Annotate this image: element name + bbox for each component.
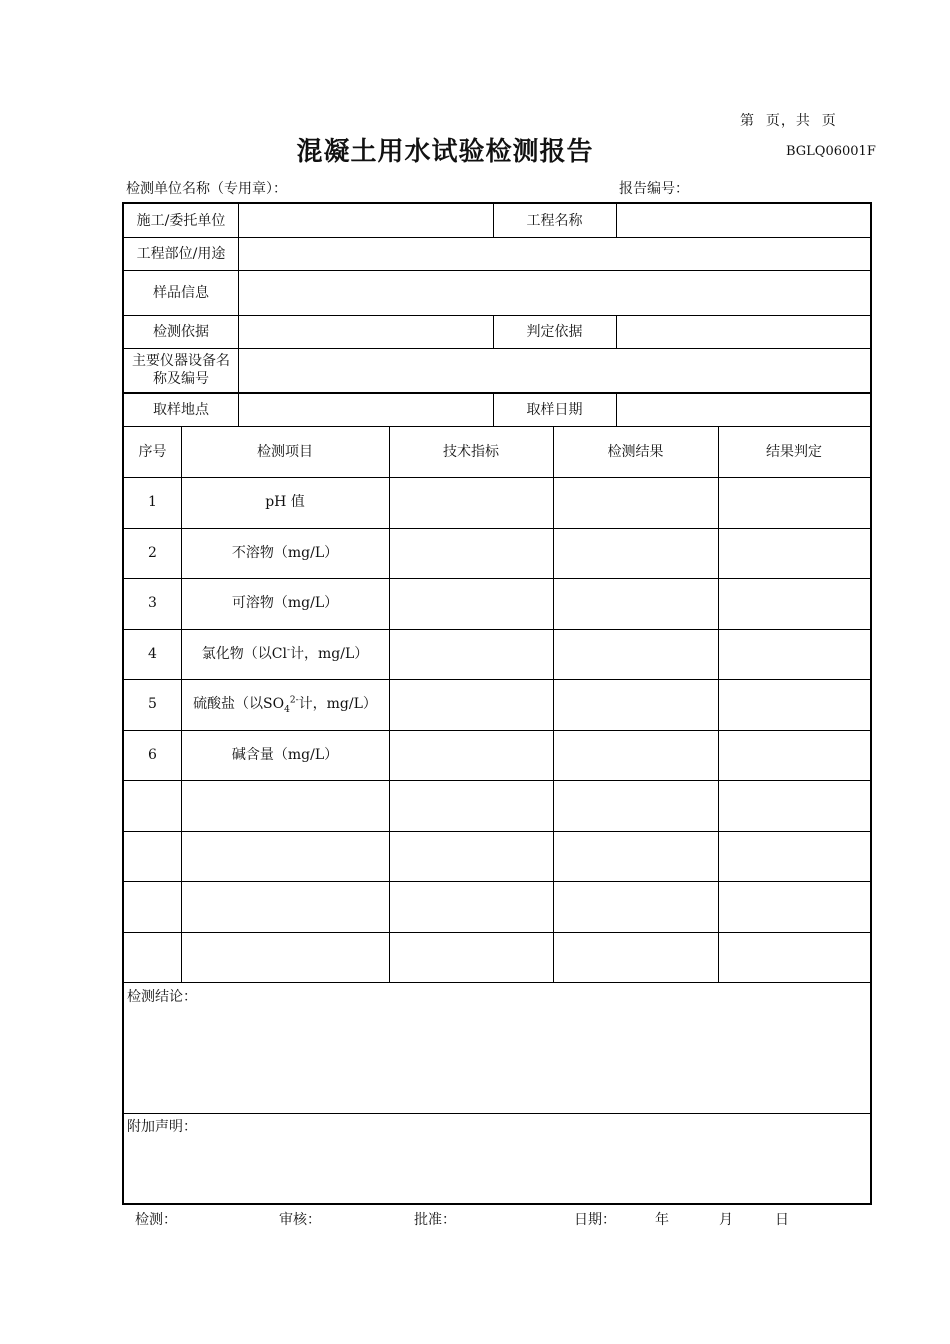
project-name-label: 工程名称: [526, 212, 583, 229]
column-header: 结果判定: [766, 443, 822, 460]
row-number: [124, 881, 181, 932]
test-result-cell[interactable]: [553, 831, 718, 882]
statement-label: 附加声明：: [127, 1119, 197, 1135]
row-number: [124, 780, 181, 831]
technical-index-cell[interactable]: [389, 528, 553, 579]
row-number: [124, 932, 181, 983]
test-result-cell[interactable]: [553, 578, 718, 629]
row-number: [124, 831, 181, 882]
row-number: 5: [148, 696, 157, 713]
test-basis-label: 检测依据: [153, 323, 209, 340]
column-header: 检测项目: [257, 443, 313, 460]
test-item-name: 不溶物（mg/L）: [231, 544, 339, 561]
location-use-label: 工程部位/用途: [136, 245, 226, 262]
result-judgement-cell[interactable]: [718, 780, 870, 831]
technical-index-cell[interactable]: [389, 831, 553, 882]
column-header: 技术指标: [443, 443, 499, 460]
row-number: 1: [148, 494, 157, 511]
approver-label: 批准：: [414, 1212, 456, 1228]
row-number: 3: [148, 595, 157, 612]
result-judgement-cell[interactable]: [718, 578, 870, 629]
row-number: 2: [148, 544, 157, 561]
test-item-name: 碱含量（mg/L）: [231, 746, 339, 763]
test-result-cell[interactable]: [553, 477, 718, 528]
page-number-info: 第 页，共 页: [740, 113, 837, 129]
test-result-cell[interactable]: [553, 780, 718, 831]
column-header: 检测结果: [607, 443, 664, 460]
technical-index-cell[interactable]: [389, 932, 553, 983]
client-value[interactable]: [362, 204, 476, 237]
sampling-date-label: 取样日期: [526, 401, 583, 418]
row-number: 6: [148, 746, 157, 763]
test-result-cell[interactable]: [553, 932, 718, 983]
test-result-cell[interactable]: [553, 730, 718, 781]
result-judgement-cell[interactable]: [718, 932, 870, 983]
result-judgement-cell[interactable]: [718, 831, 870, 882]
result-judgement-cell[interactable]: [718, 679, 870, 730]
column-header: 序号: [138, 443, 167, 460]
result-judgement-cell[interactable]: [718, 629, 870, 680]
result-judgement-cell[interactable]: [718, 730, 870, 781]
instrument-label: 主要仪器设备名称及编号: [132, 353, 230, 387]
result-judgement-cell[interactable]: [718, 881, 870, 932]
technical-index-cell[interactable]: [389, 780, 553, 831]
sample-info-label: 样品信息: [153, 284, 209, 301]
technical-index-cell[interactable]: [389, 730, 553, 781]
test-item-name: 氯化物（以Cl-计，mg/L）: [201, 645, 369, 662]
test-item-name: pH 值: [265, 494, 305, 511]
row-number: 4: [148, 645, 157, 662]
technical-index-cell[interactable]: [389, 578, 553, 629]
report-title: 混凝土用水试验检测报告: [296, 137, 594, 167]
technical-index-cell[interactable]: [389, 629, 553, 680]
report-number-label: 报告编号：: [619, 181, 689, 197]
testing-unit-label: 检测单位名称（专用章）：: [126, 181, 287, 197]
date-label: 日期：: [574, 1212, 616, 1228]
test-item-name: [181, 831, 389, 882]
judge-basis-label: 判定依据: [526, 323, 583, 340]
reviewer-label: 审核：: [279, 1212, 321, 1228]
test-result-cell[interactable]: [553, 679, 718, 730]
result-judgement-cell[interactable]: [718, 477, 870, 528]
technical-index-cell[interactable]: [389, 679, 553, 730]
result-judgement-cell[interactable]: [718, 528, 870, 579]
technical-index-cell[interactable]: [389, 881, 553, 932]
test-item-name: [181, 780, 389, 831]
test-item-name: 可溶物（mg/L）: [231, 595, 339, 612]
sampling-place-label: 取样地点: [153, 401, 209, 418]
test-result-cell[interactable]: [553, 528, 718, 579]
tester-label: 检测：: [135, 1212, 177, 1228]
conclusion-label: 检测结论：: [127, 989, 197, 1005]
day-label: 日: [775, 1212, 789, 1228]
technical-index-cell[interactable]: [389, 477, 553, 528]
test-result-cell[interactable]: [553, 629, 718, 680]
month-label: 月: [719, 1212, 733, 1228]
test-item-name: [181, 932, 389, 983]
test-item-name: 硫酸盐（以$SO_4^{2-}$计，mg/L）: [193, 695, 377, 716]
test-result-cell[interactable]: [553, 881, 718, 932]
report-form: [122, 202, 872, 1205]
test-item-name: [181, 881, 389, 932]
client-label: 施工/委托单位: [136, 212, 226, 229]
form-code: BGLQ06001F: [786, 144, 876, 159]
year-label: 年: [655, 1212, 669, 1228]
